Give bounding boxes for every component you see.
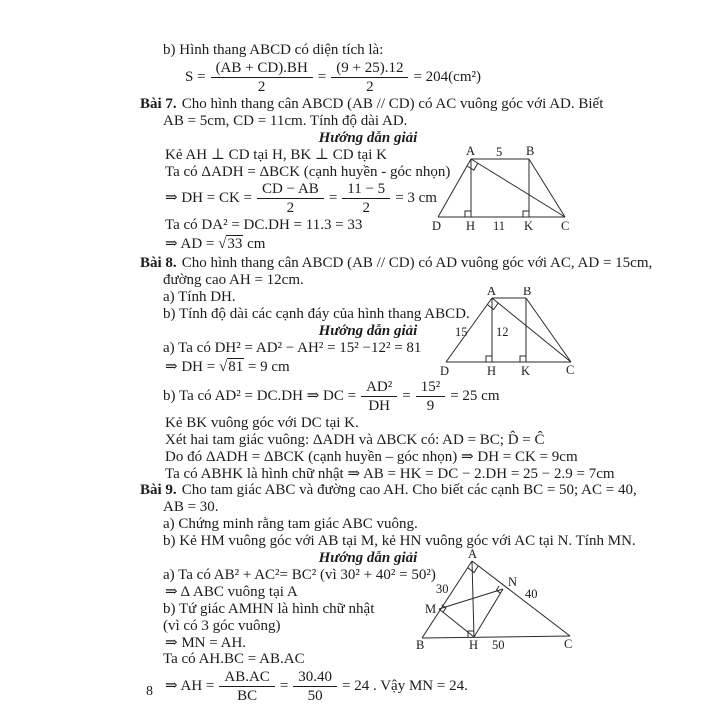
side-label-bc: 50 [492, 638, 505, 652]
side-label-ab: 5 [496, 145, 503, 159]
vertex-label-h: H [487, 364, 497, 378]
fraction: $\frac{(9 + 25).12}{2}$ [331, 60, 408, 95]
fraction: $\frac{\text{15²}}{9}$ [416, 379, 446, 414]
problem-7-statement: Bài 7. Cho hình thang cân ABCD (AB // CD) có AC vuông góc với AD. Biết [140, 95, 604, 112]
formula-result: = 204(cm²) [413, 68, 481, 85]
height-label-ah: 12 [496, 325, 509, 339]
solution-heading: Hướng dẫn giải [318, 129, 418, 146]
trapezoid-lines [438, 159, 565, 217]
problem-9-statement-cont: AB = 30. [163, 499, 219, 516]
solution-line: a) Ta có AB² + AC²= BC² (vì 30² + 40² = 50²) [163, 566, 436, 583]
triangle-lines [422, 561, 570, 638]
vertex-label-b: B [526, 144, 535, 158]
right-angle-mark-k [523, 211, 529, 217]
vertex-label-h: H [469, 638, 479, 652]
fraction: $\frac{30.40}{50}$ [293, 669, 337, 704]
bai9-triangle-figure [412, 548, 582, 652]
right-angle-mark-a [467, 163, 478, 170]
vertex-label-d: D [432, 219, 442, 233]
problem-9-question-a: a) Chứng minh rằng tam giác ABC vuông. [163, 516, 418, 533]
fraction: $\frac{AB.AC}{BC}$ [219, 669, 274, 704]
problem-8-statement: Bài 8. Cho hình thang cân ABCD (AB // CD) có AD vuông góc với AC, AD = 15cm, [140, 255, 653, 272]
vertex-label-b: B [416, 638, 425, 652]
solution-fraction-line: ⇒ DH = CK = $\frac{CD - AB}{2}$ = $\frac{11 - 5}{2}$ = 3 cm [165, 181, 437, 217]
problem-8-question-a: a) Tính DH. [163, 289, 236, 306]
vertex-label-k: K [521, 364, 531, 378]
vertex-label-a: A [468, 548, 478, 561]
problem-9-label: Bài 9. [140, 482, 177, 499]
fraction: $\frac{11 - 5}{2}$ [342, 181, 390, 216]
fraction: $\frac{(AB + CD).BH}{2}$ [211, 60, 313, 95]
solution-line: Kẻ BK vuông góc với DC tại K. [165, 414, 359, 431]
right-angle-mark-h [486, 356, 492, 362]
equals-sign: = [279, 678, 289, 695]
formula-lhs: S = [185, 68, 206, 85]
vertex-label-d: D [440, 364, 450, 378]
equals-sign: = [328, 190, 338, 207]
vertex-label-k: K [524, 219, 534, 233]
right-angle-mark-a [468, 566, 479, 573]
solution-fraction-line: b) Ta có AD² = DC.DH ⇒ DC = $\frac{\text{AD²}}{DH}$ = $\frac{\text{15²}}{9}$ = 25 cm [163, 378, 500, 414]
side-label-hk: 11 [493, 219, 506, 233]
solution-heading: Hướng dẫn giải [318, 550, 418, 567]
solution-sqrt-line: ⇒ AD = √33 cm [165, 236, 266, 253]
solution-line: Ta có AH.BC = AB.AC [163, 651, 305, 668]
problem-8-label: Bài 8. [140, 255, 177, 272]
radicand: 81 [228, 358, 244, 375]
radicand: 33 [227, 236, 243, 253]
solution-line: Do đó ΔADH = ΔBCK (cạnh huyền – góc nhọn) ⇒ DH = CK = 9cm [165, 448, 578, 465]
solution-line: a) Ta có DH² = AD² − AH² = 15² −12² = 81 [163, 339, 422, 356]
right-angle-mark-h [465, 211, 471, 217]
vertex-label-a: A [487, 287, 497, 298]
side-label-ad: 15 [455, 325, 468, 339]
right-angle-mark-a [487, 303, 498, 310]
solution-line: Kẻ AH ⊥ CD tại H, BK ⊥ CD tại K [165, 146, 387, 163]
bai8-trapezoid-figure [432, 287, 582, 379]
fraction: $\frac{CD - AB}{2}$ [257, 181, 324, 216]
solution-line: b) Tứ giác AMHN là hình chữ nhật [163, 600, 375, 617]
formula-result: = 3 cm [395, 190, 437, 207]
right-angle-mark-k [520, 356, 526, 362]
vertex-label-c: C [561, 219, 570, 233]
solution-line: Ta có ΔADH = ΔBCK (cạnh huyền - góc nhọn) [165, 163, 451, 180]
problem-9-statement: Bài 9. Cho tam giác ABC và đường cao AH. Cho biết các cạnh BC = 50; AC = 40, [140, 482, 637, 499]
vertex-label-a: A [466, 144, 476, 158]
solution-line: Ta có ABHK là hình chữ nhật ⇒ AB = HK = DC − 2.DH = 25 − 2.9 = 7cm [165, 465, 615, 482]
problem-9-question-b: b) Kẻ HM vuông góc với AB tại M, kẻ HN vuông góc với AC tại N. Tính MN. [163, 533, 636, 550]
right-angle-mark-m [442, 605, 446, 612]
vertex-label-m: M [425, 602, 437, 616]
side-label-ac: 40 [525, 587, 538, 601]
solution-line: ⇒ Δ ABC vuông tại A [165, 583, 298, 600]
solution-sqrt-line: ⇒ DH = √81 = 9 cm [165, 358, 290, 375]
vertex-label-b: B [523, 287, 532, 298]
side-label-ab: 30 [436, 582, 449, 596]
solution-fraction-line: ⇒ AH = $\frac{AB.AC}{BC}$ = $\frac{30.40}{50}$ = 24 . Vậy MN = 24. [165, 669, 468, 705]
equals-sign: = [317, 68, 327, 85]
solution-line: ⇒ MN = AH. [165, 634, 247, 651]
solution-heading: Hướng dẫn giải [318, 322, 418, 339]
vertex-label-n: N [508, 575, 518, 589]
solution-line: Ta có DA² = DC.DH = 11.3 = 33 [165, 217, 363, 234]
page-number: 8 [146, 684, 153, 699]
problem-7-label: Bài 7. [140, 95, 177, 112]
problem-8-question-b: b) Tính độ dài các cạnh đáy của hình thang ABCD. [163, 306, 470, 323]
vertex-label-h: H [466, 219, 476, 233]
solution-line: (vì có 3 góc vuông) [163, 617, 281, 634]
bai7-trapezoid-figure [425, 142, 595, 234]
formula-result: = 25 cm [450, 387, 500, 404]
equals-sign: = [402, 387, 411, 404]
solution-line: Xét hai tam giác vuông: ΔADH và ΔBCK có: AD = BC; D̂ = Ĉ [165, 431, 545, 448]
problem-8-statement-cont: đường cao AH = 12cm. [163, 272, 304, 289]
area-formula [140, 59, 600, 96]
vertex-label-c: C [564, 637, 573, 651]
vertex-label-c: C [566, 363, 575, 377]
fraction: $\frac{\text{AD²}}{DH}$ [361, 379, 397, 414]
problem-7-statement-cont: AB = 5cm, CD = 11cm. Tính độ dài AD. [163, 112, 408, 129]
intro-item-b: b) Hình thang ABCD có diện tích là: [163, 42, 384, 58]
formula-result: = 24 . Vậy MN = 24. [342, 678, 468, 695]
